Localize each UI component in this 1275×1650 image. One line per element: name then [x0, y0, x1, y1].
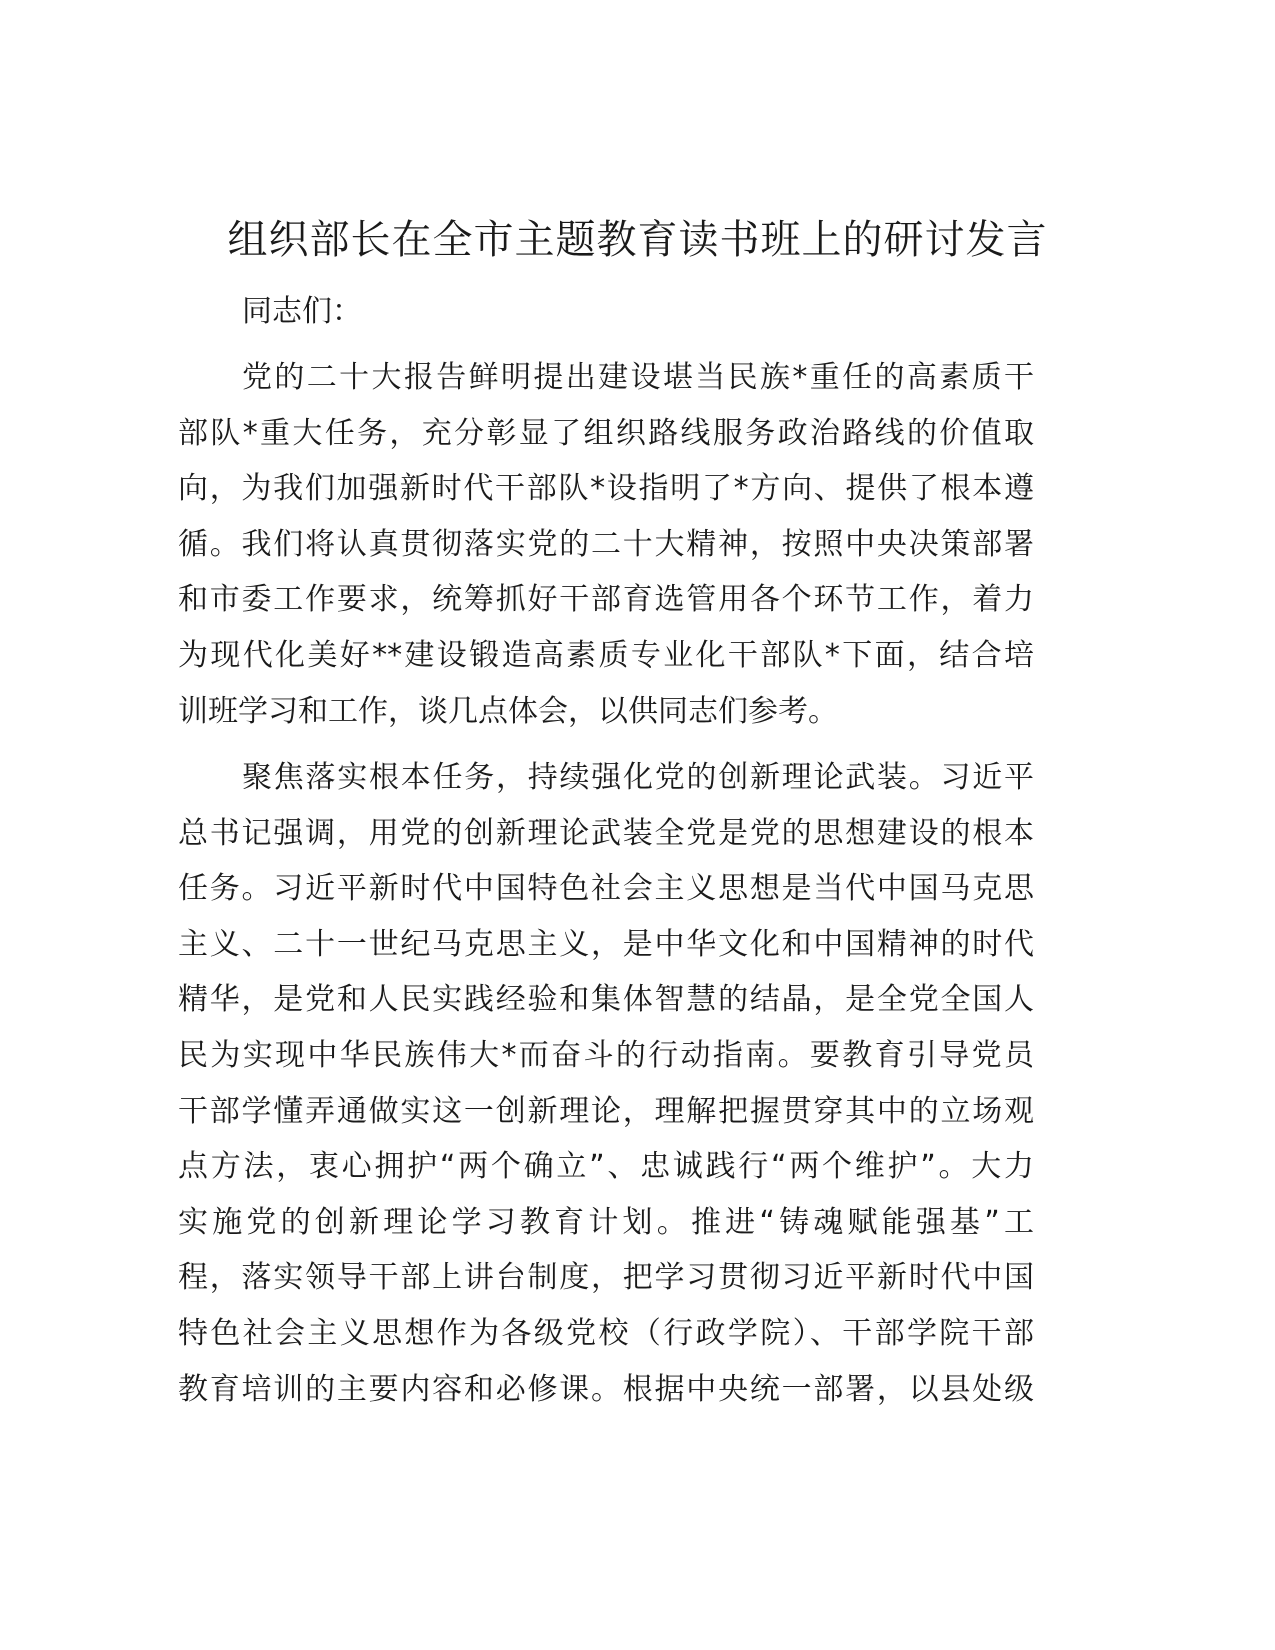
text-line: 干部学懂弄通做实这一创新理论，理解把握贯穿其中的立场观: [178, 1093, 1034, 1129]
text-line: 任务。习近平新时代中国特色社会主义思想是当代中国马克思: [178, 871, 1034, 907]
text-line: 向，为我们加强新时代干部队*设指明了*方向、提供了根本遵: [178, 471, 1034, 507]
text-line: 程，落实领导干部上讲台制度，把学习贯彻习近平新时代中国: [178, 1260, 1034, 1296]
text-line: 实施党的创新理论学习教育计划。推进“铸魂赋能强基”工: [178, 1204, 1034, 1240]
text-line: 教育培训的主要内容和必修课。根据中央统一部署，以县处级: [178, 1371, 1034, 1407]
text-line: 主义、二十一世纪马克思主义，是中华文化和中国精神的时代: [178, 926, 1034, 962]
paragraph-1: [178, 350, 1034, 739]
text-line: 民为实现中华民族伟大*而奋斗的行动指南。要教育引导党员: [178, 1037, 1034, 1073]
text-line: 精华，是党和人民实践经验和集体智慧的结晶，是全党全国人: [178, 982, 1034, 1018]
paragraph-2: [178, 750, 1034, 1417]
document-title: 组织部长在全市主题教育读书班上的研讨发言: [227, 217, 1048, 263]
salutation: 同志们：: [242, 294, 362, 329]
text-line: 点方法，衷心拥护“两个确立”、忠诚践行“两个维护”。大力: [178, 1149, 1034, 1185]
text-line: 聚焦落实根本任务，持续强化党的创新理论武装。习近平: [242, 760, 1034, 795]
text-line: 为现代化美好**建设锻造高素质专业化干部队*下面，结合培: [178, 637, 1034, 673]
text-line: 循。我们将认真贯彻落实党的二十大精神，按照中央决策部署: [178, 526, 1034, 562]
text-line: 部队*重大任务，充分彰显了组织路线服务政治路线的价值取: [178, 415, 1034, 451]
text-line: 党的二十大报告鲜明提出建设堪当民族*重任的高素质干: [242, 360, 1034, 395]
text-line: 训班学习和工作，谈几点体会，以供同志们参考。: [178, 693, 838, 729]
text-line: 和市委工作要求，统筹抓好干部育选管用各个环节工作，着力: [178, 582, 1034, 618]
text-line: 特色社会主义思想作为各级党校（行政学院）、干部学院干部: [178, 1315, 1034, 1351]
text-line: 总书记强调，用党的创新理论武装全党是党的思想建设的根本: [178, 815, 1034, 851]
